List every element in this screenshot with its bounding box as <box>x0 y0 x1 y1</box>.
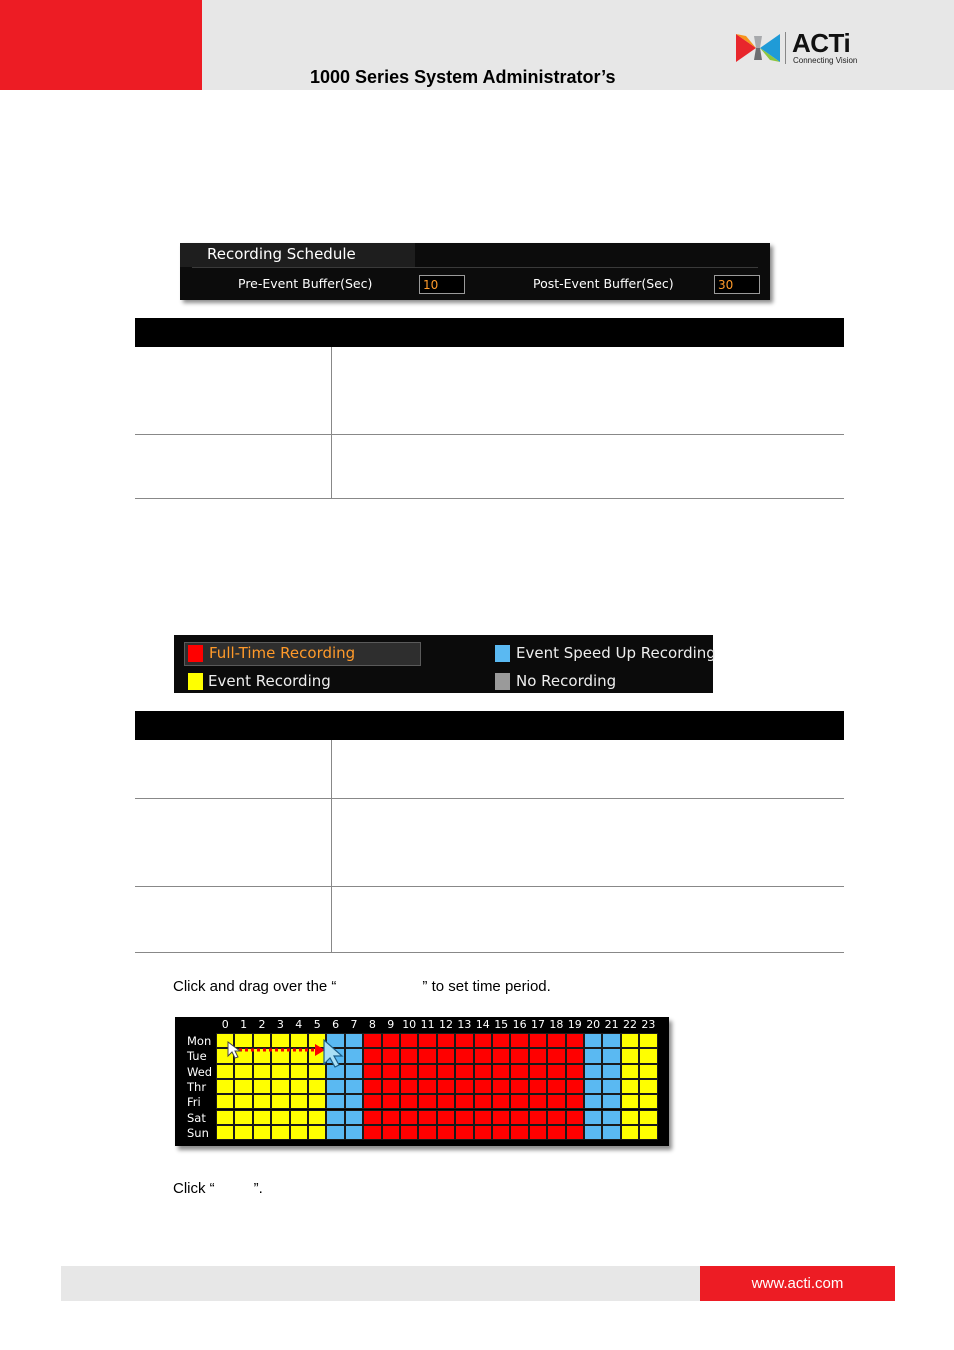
schedule-cell[interactable] <box>326 1125 344 1140</box>
hour-label: 5 <box>313 1018 321 1031</box>
schedule-cell[interactable] <box>455 1064 473 1079</box>
event-recording-swatch[interactable] <box>188 673 203 690</box>
hour-label: 9 <box>387 1018 395 1031</box>
event-recording-option[interactable]: Event Recording <box>208 672 331 690</box>
hour-label: 21 <box>604 1018 619 1031</box>
schedule-cell[interactable] <box>271 1079 289 1094</box>
hour-label: 1 <box>240 1018 248 1031</box>
schedule-cell[interactable] <box>418 1048 436 1063</box>
header-red-block <box>0 0 202 90</box>
hour-label: 17 <box>530 1018 545 1031</box>
schedule-cell[interactable] <box>382 1094 400 1109</box>
schedule-cell[interactable] <box>621 1125 639 1140</box>
hour-label: 22 <box>622 1018 637 1031</box>
schedule-cell[interactable] <box>492 1048 510 1063</box>
acti-logo <box>734 30 874 70</box>
schedule-cell[interactable] <box>584 1110 602 1125</box>
schedule-cell[interactable] <box>584 1033 602 1048</box>
hour-label: 4 <box>295 1018 303 1031</box>
schedule-cell[interactable] <box>584 1064 602 1079</box>
schedule-cell[interactable] <box>271 1110 289 1125</box>
table-cell <box>331 740 844 798</box>
logo-divider <box>785 32 786 64</box>
instruction-text: ” to set time period. <box>422 978 551 995</box>
schedule-cell[interactable] <box>474 1110 492 1125</box>
schedule-cell[interactable] <box>602 1064 620 1079</box>
schedule-cell[interactable] <box>400 1064 418 1079</box>
schedule-cell[interactable] <box>400 1079 418 1094</box>
schedule-cell[interactable] <box>308 1110 326 1125</box>
acti-butterfly-icon <box>734 30 782 66</box>
schedule-cell[interactable] <box>437 1033 455 1048</box>
schedule-cell[interactable] <box>216 1125 234 1140</box>
schedule-cell[interactable] <box>639 1079 657 1094</box>
schedule-cell[interactable] <box>308 1094 326 1109</box>
schedule-cell[interactable] <box>418 1094 436 1109</box>
schedule-cell[interactable] <box>639 1048 657 1063</box>
table-header-row <box>135 318 844 347</box>
schedule-cell[interactable] <box>584 1048 602 1063</box>
hour-label: 7 <box>350 1018 358 1031</box>
table-cell <box>135 347 331 434</box>
table-row <box>135 740 844 798</box>
schedule-cell[interactable] <box>492 1079 510 1094</box>
schedule-cell[interactable] <box>234 1125 252 1140</box>
hour-label: 2 <box>258 1018 266 1031</box>
schedule-cell[interactable] <box>602 1048 620 1063</box>
schedule-cell[interactable] <box>400 1033 418 1048</box>
schedule-cell[interactable] <box>602 1079 620 1094</box>
schedule-cell[interactable] <box>547 1079 565 1094</box>
instruction-text: ”. <box>253 1180 263 1197</box>
schedule-cell[interactable] <box>492 1110 510 1125</box>
schedule-cell[interactable] <box>326 1094 344 1109</box>
schedule-cell[interactable] <box>474 1079 492 1094</box>
cursor-start-icon <box>228 1042 240 1058</box>
footer-url[interactable]: www.acti.com <box>700 1266 895 1301</box>
schedule-cell[interactable] <box>345 1110 363 1125</box>
event-speed-up-recording-option[interactable]: Event Speed Up Recording <box>516 644 716 662</box>
schedule-cell[interactable] <box>382 1110 400 1125</box>
schedule-cell[interactable] <box>492 1033 510 1048</box>
schedule-cell[interactable] <box>639 1064 657 1079</box>
table-header-cell <box>135 711 331 740</box>
schedule-cell[interactable] <box>455 1110 473 1125</box>
logo-wordmark: ACTi <box>792 28 851 58</box>
schedule-cell[interactable] <box>382 1064 400 1079</box>
no-recording-swatch[interactable] <box>495 673 510 690</box>
schedule-cell[interactable] <box>363 1110 381 1125</box>
schedule-cell[interactable] <box>437 1079 455 1094</box>
schedule-cell[interactable] <box>290 1110 308 1125</box>
schedule-cell[interactable] <box>308 1125 326 1140</box>
schedule-cell[interactable] <box>253 1125 271 1140</box>
schedule-cell[interactable] <box>510 1048 528 1063</box>
recording-schedule-panel <box>180 243 770 300</box>
table-row <box>135 347 844 434</box>
schedule-cell[interactable] <box>621 1110 639 1125</box>
schedule-cell[interactable] <box>621 1048 639 1063</box>
schedule-cell[interactable] <box>253 1079 271 1094</box>
schedule-cell[interactable] <box>492 1064 510 1079</box>
schedule-cell[interactable] <box>547 1110 565 1125</box>
schedule-cell[interactable] <box>363 1079 381 1094</box>
schedule-cell[interactable] <box>639 1125 657 1140</box>
schedule-cell[interactable] <box>455 1079 473 1094</box>
schedule-cell[interactable] <box>326 1110 344 1125</box>
day-label: Fri <box>187 1095 201 1110</box>
schedule-cell[interactable] <box>253 1094 271 1109</box>
schedule-cell[interactable] <box>566 1079 584 1094</box>
schedule-cell[interactable] <box>474 1094 492 1109</box>
hour-label: 18 <box>549 1018 564 1031</box>
pre-event-buffer-input[interactable]: 10 <box>419 275 465 294</box>
table-header-cell <box>331 318 844 347</box>
schedule-cell[interactable] <box>547 1064 565 1079</box>
panel-divider <box>192 267 758 268</box>
schedule-cell[interactable] <box>418 1033 436 1048</box>
instruction-step-1 <box>173 978 551 995</box>
day-label: Thr <box>187 1079 207 1094</box>
schedule-cell[interactable] <box>547 1094 565 1109</box>
instruction-step-2 <box>173 1180 263 1197</box>
schedule-cell[interactable] <box>584 1125 602 1140</box>
drag-indicator <box>225 1039 355 1075</box>
schedule-cell[interactable] <box>418 1079 436 1094</box>
schedule-cell[interactable] <box>345 1125 363 1140</box>
pre-event-buffer-label: Pre-Event Buffer(Sec) <box>238 276 373 291</box>
hour-label: 16 <box>512 1018 527 1031</box>
schedule-cell[interactable] <box>400 1110 418 1125</box>
schedule-cell[interactable] <box>290 1094 308 1109</box>
full-time-recording-option[interactable]: Full-Time Recording <box>209 644 356 662</box>
schedule-cell[interactable] <box>474 1048 492 1063</box>
schedule-cell[interactable] <box>621 1094 639 1109</box>
schedule-cell[interactable] <box>234 1110 252 1125</box>
schedule-cell[interactable] <box>290 1125 308 1140</box>
hour-label: 8 <box>368 1018 376 1031</box>
table-header-cell <box>331 711 844 740</box>
table-cell <box>135 434 331 498</box>
instruction-text: Click “ <box>173 1180 215 1197</box>
schedule-cell[interactable] <box>639 1033 657 1048</box>
schedule-cell[interactable] <box>639 1110 657 1125</box>
schedule-cell[interactable] <box>474 1064 492 1079</box>
schedule-cell[interactable] <box>382 1048 400 1063</box>
full-time-swatch[interactable] <box>188 645 203 662</box>
schedule-cell[interactable] <box>621 1033 639 1048</box>
schedule-cell[interactable] <box>492 1094 510 1109</box>
schedule-cell[interactable] <box>474 1125 492 1140</box>
schedule-cell[interactable] <box>363 1033 381 1048</box>
schedule-cell[interactable] <box>510 1064 528 1079</box>
schedule-cell[interactable] <box>584 1094 602 1109</box>
schedule-cell[interactable] <box>345 1079 363 1094</box>
schedule-cell[interactable] <box>455 1048 473 1063</box>
table-row <box>135 798 844 886</box>
schedule-cell[interactable] <box>602 1094 620 1109</box>
table-header-row <box>135 711 844 740</box>
schedule-cell[interactable] <box>547 1125 565 1140</box>
post-event-buffer-label: Post-Event Buffer(Sec) <box>533 276 674 291</box>
schedule-cell[interactable] <box>566 1094 584 1109</box>
recording-mode-table <box>135 711 844 953</box>
day-label: Sun <box>187 1125 209 1140</box>
schedule-cell[interactable] <box>400 1048 418 1063</box>
schedule-cell[interactable] <box>363 1064 381 1079</box>
schedule-cell[interactable] <box>437 1048 455 1063</box>
schedule-cell[interactable] <box>290 1079 308 1094</box>
table-cell <box>135 798 331 886</box>
schedule-cell[interactable] <box>547 1048 565 1063</box>
event-speed-up-swatch[interactable] <box>495 645 510 662</box>
schedule-cell[interactable] <box>621 1064 639 1079</box>
schedule-cell[interactable] <box>602 1110 620 1125</box>
day-label: Tue <box>187 1049 207 1064</box>
schedule-cell[interactable] <box>216 1079 234 1094</box>
cursor-end-icon <box>324 1040 342 1067</box>
schedule-cell[interactable] <box>492 1125 510 1140</box>
schedule-cell[interactable] <box>455 1094 473 1109</box>
hour-label: 11 <box>420 1018 435 1031</box>
schedule-cell[interactable] <box>566 1033 584 1048</box>
schedule-cell[interactable] <box>253 1110 271 1125</box>
schedule-cell[interactable] <box>529 1033 547 1048</box>
schedule-cell[interactable] <box>271 1125 289 1140</box>
schedule-cell[interactable] <box>510 1094 528 1109</box>
schedule-cell[interactable] <box>363 1125 381 1140</box>
schedule-cell[interactable] <box>418 1110 436 1125</box>
table-header-cell <box>135 318 331 347</box>
schedule-cell[interactable] <box>382 1079 400 1094</box>
hour-label: 13 <box>457 1018 472 1031</box>
schedule-cell[interactable] <box>437 1125 455 1140</box>
document-title: 1000 Series System Administrator’s <box>310 67 616 87</box>
table-row <box>135 886 844 952</box>
day-label: Mon <box>187 1034 212 1048</box>
schedule-cell[interactable] <box>400 1125 418 1140</box>
schedule-cell[interactable] <box>455 1033 473 1048</box>
table-cell <box>331 347 844 434</box>
hour-label: 12 <box>438 1018 453 1031</box>
hour-label: 10 <box>402 1018 417 1031</box>
schedule-cell[interactable] <box>437 1110 455 1125</box>
schedule-cell[interactable] <box>510 1110 528 1125</box>
schedule-cell[interactable] <box>474 1033 492 1048</box>
schedule-cell[interactable] <box>271 1094 289 1109</box>
recording-mode-legend <box>174 635 716 693</box>
table-cell <box>135 740 331 798</box>
table-cell <box>331 434 844 498</box>
hour-label: 6 <box>332 1018 340 1031</box>
table-cell <box>331 886 844 952</box>
schedule-cell[interactable] <box>437 1064 455 1079</box>
schedule-cell[interactable] <box>529 1110 547 1125</box>
schedule-cell[interactable] <box>382 1125 400 1140</box>
post-event-buffer-input[interactable]: 30 <box>714 275 760 294</box>
schedule-cell[interactable] <box>234 1094 252 1109</box>
schedule-cell[interactable] <box>621 1079 639 1094</box>
schedule-cell[interactable] <box>345 1094 363 1109</box>
hour-label: 14 <box>475 1018 490 1031</box>
schedule-cell[interactable] <box>363 1048 381 1063</box>
schedule-grid-panel <box>175 1017 669 1146</box>
day-label: Wed <box>187 1064 213 1079</box>
no-recording-option[interactable]: No Recording <box>516 672 617 690</box>
schedule-cell[interactable] <box>437 1094 455 1109</box>
schedule-cell[interactable] <box>547 1033 565 1048</box>
instruction-text: Click and drag over the “ <box>173 978 337 995</box>
schedule-cell[interactable] <box>510 1125 528 1140</box>
table-cell <box>135 886 331 952</box>
table-cell <box>331 798 844 886</box>
schedule-cell[interactable] <box>584 1079 602 1094</box>
schedule-cell[interactable] <box>529 1079 547 1094</box>
schedule-cell[interactable] <box>510 1033 528 1048</box>
logo-tagline: Connecting Vision <box>793 56 858 65</box>
schedule-cell[interactable] <box>216 1094 234 1109</box>
schedule-cell[interactable] <box>529 1064 547 1079</box>
schedule-cell[interactable] <box>234 1079 252 1094</box>
schedule-cell[interactable] <box>308 1079 326 1094</box>
schedule-cell[interactable] <box>382 1033 400 1048</box>
hour-label: 3 <box>276 1018 284 1031</box>
panel-title: Recording Schedule <box>207 245 356 263</box>
schedule-cell[interactable] <box>326 1079 344 1094</box>
schedule-cell[interactable] <box>602 1033 620 1048</box>
hour-label: 23 <box>641 1018 656 1031</box>
day-label: Sat <box>187 1110 206 1125</box>
table-row <box>135 434 844 498</box>
hour-label: 15 <box>494 1018 509 1031</box>
schedule-cell[interactable] <box>455 1125 473 1140</box>
schedule-cell[interactable] <box>363 1094 381 1109</box>
schedule-cell[interactable] <box>529 1125 547 1140</box>
schedule-cell[interactable] <box>566 1048 584 1063</box>
hour-label: 0 <box>221 1018 229 1031</box>
buffer-settings-table <box>135 318 844 499</box>
schedule-cell[interactable] <box>510 1079 528 1094</box>
schedule-cell[interactable] <box>418 1125 436 1140</box>
schedule-cell[interactable] <box>639 1094 657 1109</box>
schedule-cell[interactable] <box>566 1064 584 1079</box>
schedule-cell[interactable] <box>400 1094 418 1109</box>
schedule-cell[interactable] <box>529 1048 547 1063</box>
schedule-cell[interactable] <box>216 1110 234 1125</box>
hour-label: 20 <box>586 1018 601 1031</box>
schedule-cell[interactable] <box>566 1125 584 1140</box>
hour-label: 19 <box>567 1018 582 1031</box>
schedule-cell[interactable] <box>529 1094 547 1109</box>
schedule-cell[interactable] <box>602 1125 620 1140</box>
schedule-cell[interactable] <box>418 1064 436 1079</box>
schedule-cell[interactable] <box>566 1110 584 1125</box>
